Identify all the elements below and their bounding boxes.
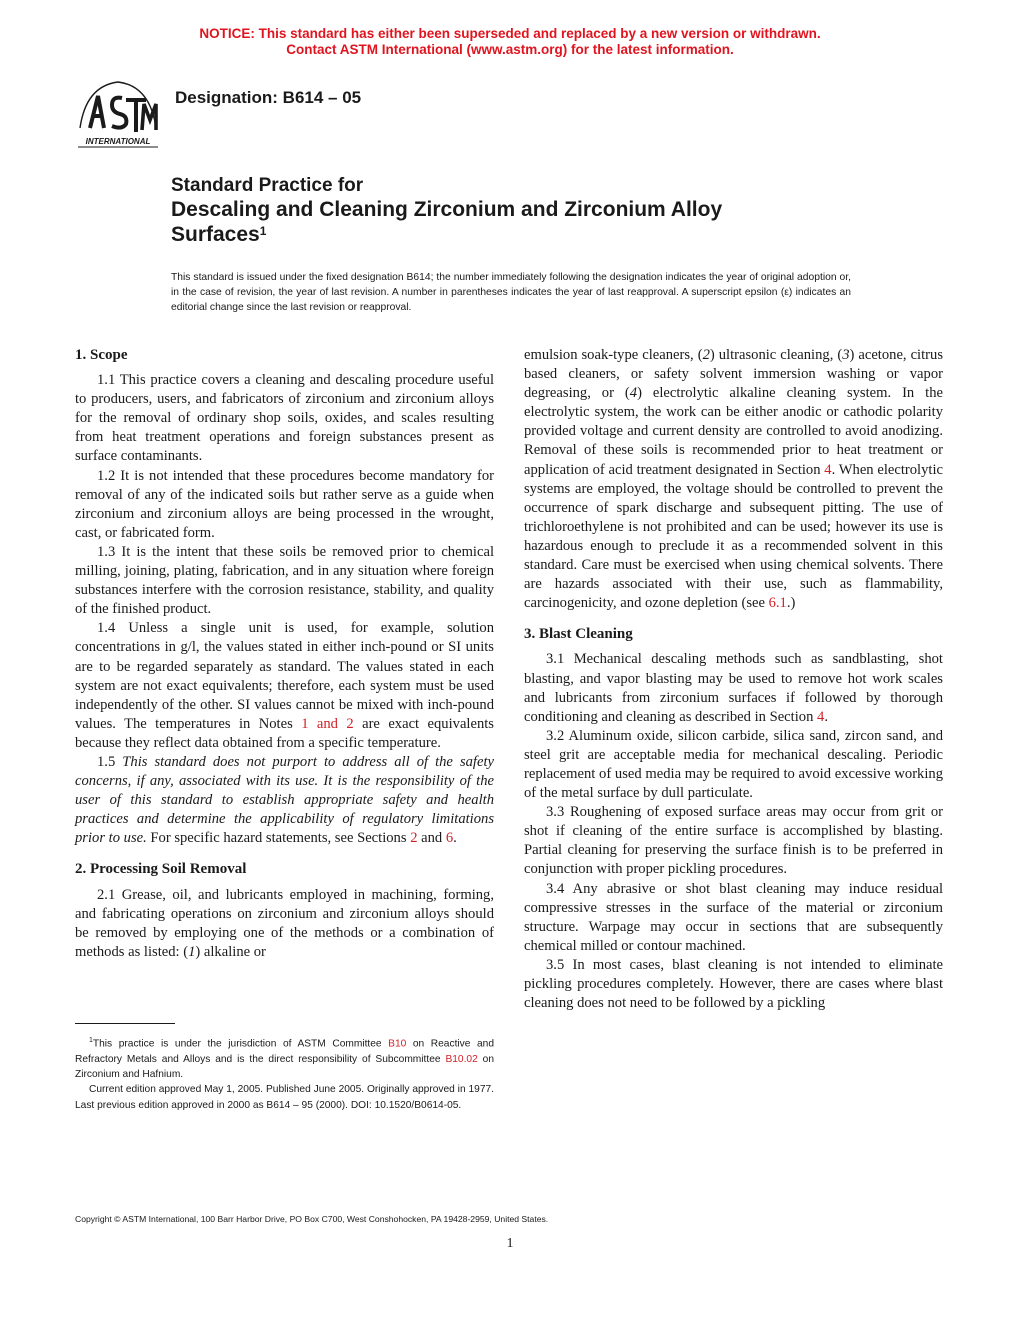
section-3-heading: 3. Blast Cleaning <box>524 626 633 643</box>
title-line-3-text: Surfaces <box>171 223 260 246</box>
designation: Designation: B614 – 05 <box>175 88 362 107</box>
edition-note: Current edition approved May 1, 2005. Published June 2005. Originally approved in 1977. Last previous edition approved in 2000 as B614 – 95 (2000). DOI: 10.1520/B0614-05. <box>75 1084 494 1111</box>
notice-line-1: NOTICE: This standard has either been superseded and replaced by a new version or withdrawn. <box>199 26 821 41</box>
para-2-1 <box>75 886 494 962</box>
notice-line-2: Contact ASTM International (www.astm.org) for the latest information. <box>286 42 734 57</box>
section-6-1-link[interactable]: 6.1 <box>768 595 787 612</box>
footnote-text-a: This practice is under the jurisdiction of ASTM Committee <box>92 1038 389 1050</box>
issue-statement: This standard is issued under the fixed designation B614; the number immediately following the designation indicates the year of original adoption or, in the case of revision, the year of last revision. A number in parentheses indicates the year of last reapproval. A superscript epsilon (ε) indicates an editorial change since the last revision or reapproval. <box>171 272 851 313</box>
para-2-1-text-c: ) ultrasonic cleaning, ( <box>709 347 843 363</box>
para-2-1-text-a: 2.1 Grease, oil, and lubricants employed in machining, forming, and fabricating operations on zirconium and zirconium alloys should be removed by employing one of the methods or a combination of methods as listed: ( <box>75 886 494 960</box>
title-footnote-mark: 1 <box>259 224 267 238</box>
title-line-2: Descaling and Cleaning Zirconium and Zirconium Alloy <box>171 198 723 221</box>
para-2-1-text-f: . When electrolytic systems are employed, the voltage should be controlled to prevent the occurrence of spark discharge and subsequent pitting. The use of trichloroethylene is not prohibited and can be used; however its use is hazardous enough to preclude it as a recommended solvent in this standard. Care must be exercised when using chemical solvents. There are hazards associated with their use, such as flammability, carcinogenicity, and ozone depletion (see <box>524 461 943 612</box>
list-num-1: 1 <box>188 943 196 960</box>
para-3-2: 3.2 Aluminum oxide, silicon carbide, silica sand, zircon sand, and steel grit are acceptable media for mechanical descaling. Periodic replacement of used media may be required to avoid excessive working of the metal surface by dull particulate. <box>524 727 943 802</box>
para-2-1-text-d: ) acetone, citrus based cleaners, or safety solvent immersion washing or vapor degreasing, or ( <box>524 347 944 402</box>
subcommittee-b1002-link[interactable]: B10.02 <box>445 1053 478 1065</box>
page-number: 1 <box>506 1236 514 1251</box>
para-1-3: 1.3 It is the intent that these soils be removed prior to chemical milling, joining, plating, fabrication, and in any situation where foreign substances interfere with the corrosion resistance, stability, and quality of the finished product. <box>75 543 494 618</box>
list-num-2: 2 <box>702 347 710 363</box>
withdrawal-notice <box>0 26 1020 58</box>
para-1-4-text-b: are exact equivalents because they reflect data obtained from a specific temperature. <box>75 715 494 751</box>
section-4-link-2[interactable]: 4 <box>817 708 825 725</box>
para-3-1-text-b: . <box>824 708 828 725</box>
para-1-5 <box>75 753 494 848</box>
footnote-divider <box>75 1023 175 1024</box>
right-column <box>524 346 943 1013</box>
para-1-4-text-a: 1.4 Unless a single unit is used, for example, solution concentrations in g/l, the values stated in either inch-pound or SI units are to be regarded separately as standard. The values stated in each system are not exact equivalents; therefore, each system must be used independently of the other. SI values cannot be mixed with inch-pound values. The temperatures in Notes <box>75 620 494 732</box>
para-3-3: 3.3 Roughening of exposed surface areas may occur from grit or shot if cleaning of the entire surface is accomplished by blasting. Partial cleaning for preserving the surface finish is to be preferred in conjunction with proper pickling procedures. <box>524 804 943 878</box>
committee-b10-link[interactable]: B10 <box>388 1038 407 1050</box>
notes-link[interactable]: 1 and 2 <box>301 715 354 732</box>
para-1-5-end: . <box>453 830 457 847</box>
para-2-1-text-b-left: ) alkaline or <box>195 943 266 960</box>
para-1-5-tail: For specific hazard statements, see Sections <box>146 830 411 847</box>
para-2-1-text-g: .) <box>786 595 796 612</box>
para-3-1 <box>524 650 943 726</box>
astm-logo <box>76 78 160 150</box>
section-2-heading: 2. Processing Soil Removal <box>75 861 247 878</box>
document-title <box>171 175 951 247</box>
section-4-link[interactable]: 4 <box>824 461 832 478</box>
para-3-4: 3.4 Any abrasive or shot blast cleaning may induce residual compressive stresses in the surface of the material or zirconium structure. Warpage may occur in sections that are subsequently chemical milled or contour machined. <box>524 880 943 954</box>
footnote-1 <box>75 1033 494 1082</box>
para-1-5-and: and <box>417 830 446 847</box>
title-line-3 <box>171 222 951 247</box>
footnote-mark: 1 <box>89 1037 93 1044</box>
para-1-5-num: 1.5 <box>97 753 123 770</box>
list-num-3: 3 <box>842 347 850 363</box>
para-3-1-text-a: 3.1 Mechanical descaling methods such as sandblasting, shot blasting, and vapor blasting may be used to remove hot work scales and lubricants from zirconium surfaces if followed by thorough conditioning and cleaning as described in Section <box>524 651 943 725</box>
footnote-text-b: on Reactive and Refractory Metals and Alloys and is the direct responsibility of Subcommittee <box>75 1038 494 1065</box>
copyright: Copyright © ASTM International, 100 Barr Harbor Drive, PO Box C700, West Conshohocken, PA 19428-2959, United States. <box>75 1214 549 1224</box>
section-6-link[interactable]: 6 <box>445 830 454 847</box>
footnotes <box>75 1033 494 1113</box>
left-column <box>75 346 494 962</box>
para-2-1-text-e: ) electrolytic alkaline cleaning system. In the electrolytic system, the work can be either anodic or cathodic polarity provided voltage and current density are controlled to avoid anodizing. Removal of these soils is recommended prior to heat treatment or application of acid treatment designated in Section <box>524 385 943 478</box>
section-2-link[interactable]: 2 <box>410 830 418 847</box>
logo-subtext: INTERNATIONAL <box>85 137 151 146</box>
para-1-5-italic: This standard does not purport to address all of the safety concerns, if any, associated with its use. It is the responsibility of the user of this standard to establish appropriate safety and health practices and determine the applicability of regulatory limitations prior to use. <box>75 753 494 847</box>
title-line-1: Standard Practice for <box>171 175 364 196</box>
footnote-text-c: on Zirconium and Hafnium. <box>75 1053 494 1080</box>
para-1-4 <box>75 619 494 753</box>
list-num-4: 4 <box>629 385 638 402</box>
para-1-1: 1.1 This practice covers a cleaning and descaling procedure useful to producers, users, and fabricators of zirconium and zirconium alloys for the removal of ordinary shop soils, oxides, and scales resulting from heat treatment operations and foreign substances present as surface contaminants. <box>75 372 494 465</box>
para-3-5: 3.5 In most cases, blast cleaning is not intended to eliminate pickling procedures completely. However, there are cases where blast cleaning does not need to be followed by a pickling <box>524 956 943 1012</box>
para-2-1-continued <box>524 346 943 613</box>
para-2-1-text-b: emulsion soak-type cleaners, ( <box>524 347 703 363</box>
section-1-heading: 1. Scope <box>75 347 128 363</box>
para-1-2: 1.2 It is not intended that these procedures become mandatory for removal of any of the indicated soils but rather serve as a guide when zirconium and zirconium alloys are being processed in the wrought, cast, or fabricated form. <box>75 467 494 541</box>
